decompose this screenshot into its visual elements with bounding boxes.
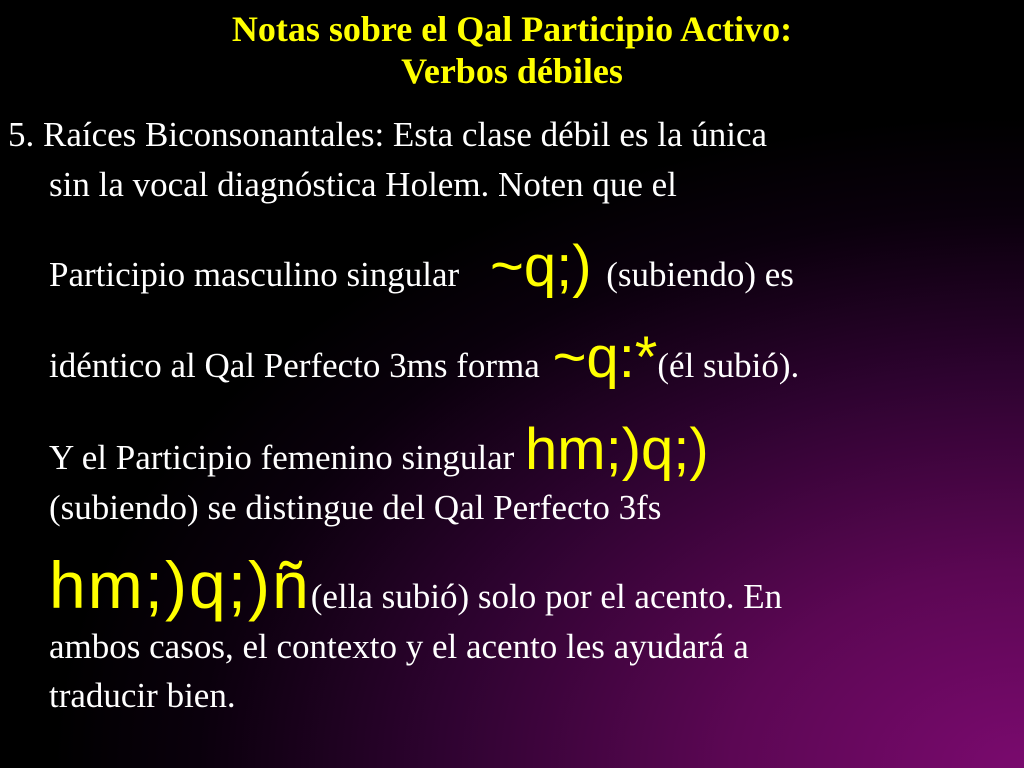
slide-title-line-1: Notas sobre el Qal Participio Activo: — [231, 9, 793, 49]
hebrew-perfect-3fs: hm;)q;)ñ — [49, 548, 311, 622]
text-line-4-end: (él subió). — [657, 346, 800, 385]
text-line-5-start: Y el Participio femenino singular — [49, 438, 515, 477]
text-line-3-end: (subiendo) es — [606, 255, 794, 294]
text-line-3 — [49, 232, 794, 310]
text-line-7-end: (ella subió) solo por el acento. En — [310, 577, 783, 616]
hebrew-masculine-participle: ~q;) — [489, 234, 592, 299]
text-line-2: sin la vocal diagnóstica Holem. Noten que el — [49, 165, 677, 204]
slide-title-line-2: Verbos débiles — [401, 51, 623, 91]
text-line-9: traducir bien. — [49, 676, 236, 715]
text-line-6: (subiendo) se distingue del Qal Perfecto 3fs — [49, 488, 662, 527]
text-line-3-start: Participio masculino singular — [49, 255, 460, 294]
text-line-4 — [49, 323, 799, 401]
text-line-4-start: idéntico al Qal Perfecto 3ms forma — [49, 346, 540, 385]
text-line-1: 5. Raíces Biconsonantales: Esta clase débil es la única — [8, 115, 768, 154]
text-line-5 — [49, 414, 709, 494]
hebrew-perfect-3ms: ~q:* — [552, 325, 658, 390]
text-line-8: ambos casos, el contexto y el acento les ayudará a — [49, 627, 749, 666]
hebrew-feminine-participle: hm;)q;) — [525, 417, 709, 482]
